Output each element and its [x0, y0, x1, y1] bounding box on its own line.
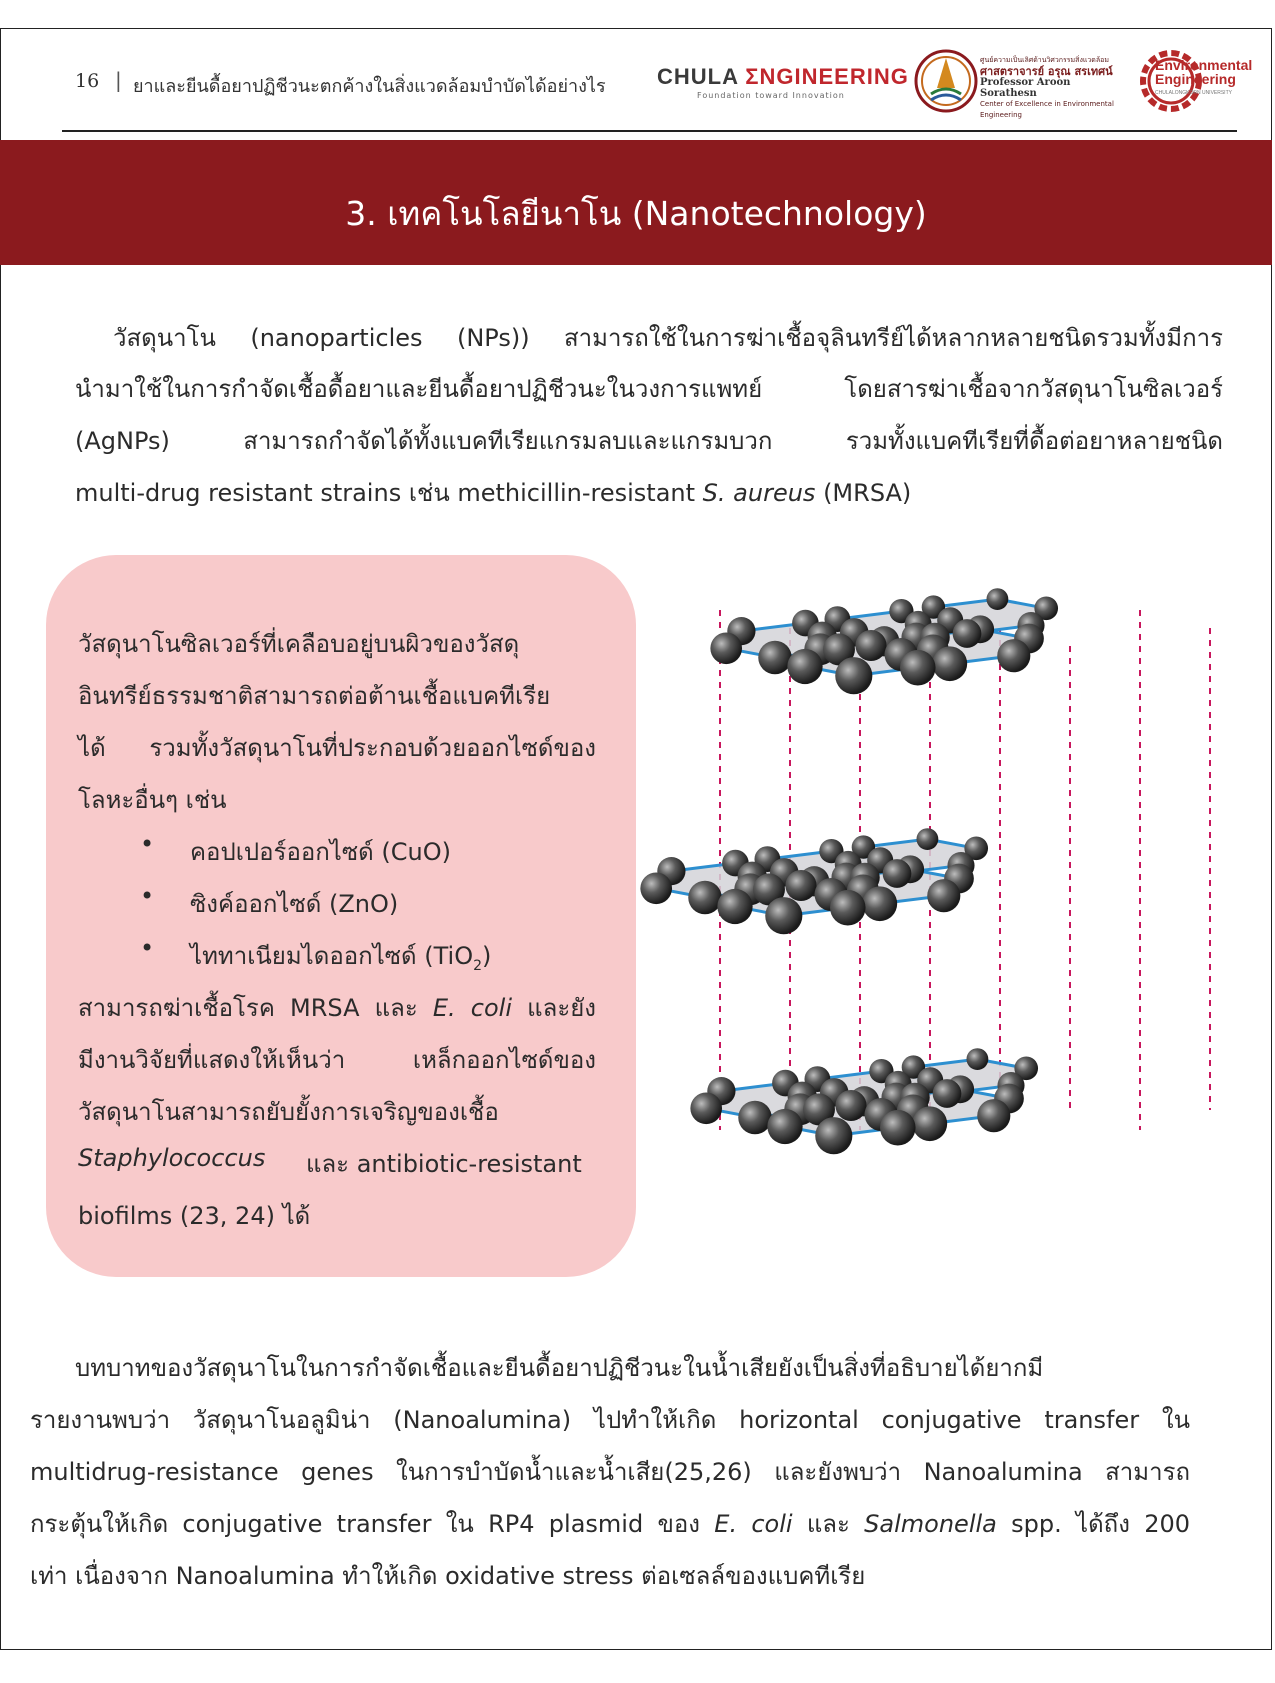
chula-engineering-logo — [657, 64, 909, 100]
bullet-icon: • — [140, 882, 155, 910]
atom-sphere — [855, 630, 886, 661]
atom-sphere — [862, 886, 897, 921]
atom-sphere — [688, 881, 722, 915]
running-title: ยาและยีนดื้อยาปฏิชีวนะตกค้างในสิ่งแวดล้อมบำบัดได้อย่างไร — [133, 76, 606, 97]
callout-line-9: biofilms (23, 24) ได้ — [78, 1202, 311, 1230]
center-logo-line4: Center of Excellence in Environmental Engineering — [980, 100, 1114, 119]
closing-line-4a: กระตุ้นให้เกิด conjugative transfer ใน RP4 plasmid ของ — [30, 1510, 715, 1538]
page-header — [75, 56, 1253, 122]
closing-line-4c: และ — [792, 1510, 865, 1538]
atom-sphere — [880, 1110, 916, 1146]
atom-sphere — [927, 879, 960, 912]
callout-line-3: ได้ รวมทั้งวัสดุนาโนที่ประกอบด้วยออกไซด์ของ — [78, 734, 596, 762]
graphene-sheet — [710, 588, 1058, 694]
bullet-item-zno: ซิงค์ออกไซด์ (ZnO) — [190, 890, 399, 918]
atom-sphere — [640, 872, 672, 904]
chula-logo-tagline: Foundation toward Innovation — [697, 91, 845, 100]
page-number: 16 — [75, 70, 100, 92]
bullet-item-tio2 — [190, 936, 491, 975]
center-logo-line2: ศาสตราจารย์ อรุณ สรเทศน์ — [980, 65, 1113, 78]
atom-sphere — [916, 828, 938, 850]
intro-line-4 — [75, 473, 911, 512]
intro-line-4a: multi-drug resistant strains เช่น methicillin-resistant — [75, 479, 703, 507]
closing-line-3: multidrug-resistance genes ในการบำบัดน้ำและน้ำเสีย(25,26) และยังพบว่า Nanoalumina สามารถ — [30, 1458, 1190, 1486]
intro-line-1: วัสดุนาโน (nanoparticles (NPs)) สามารถใช้ในการฆ่าเชื้อจุลินทรีย์ได้หลากหลายชนิดรวมทั้งมีการ — [113, 324, 1223, 352]
callout-line-8a — [78, 1144, 265, 1172]
section-title: 3. เทคโนโลยีนาโน (Nanotechnology) — [345, 194, 927, 233]
atom-sphere — [785, 870, 816, 901]
env-logo-line3: CHULALONGKORN UNIVERSITY — [1155, 90, 1232, 96]
environmental-engineering-logo-text — [1155, 58, 1252, 100]
atom-sphere — [900, 650, 936, 686]
callout-line-8b: และ antibiotic-resistant — [306, 1150, 582, 1178]
atom-sphere — [835, 657, 872, 694]
closing-line-1: บทบาทของวัสดุนาโนในการกำจัดเชื้อและยีนดื้อยาปฏิชีวนะในน้ำเสียยังเป็นสิ่งที่อธิบายได้ยากมี — [75, 1354, 1044, 1382]
callout-line-2: อินทรีย์ธรรมชาติสามารถต่อต้านเชื้อแบคทีเรีย — [78, 682, 551, 710]
header-rule — [62, 130, 1237, 132]
env-logo-line1: Environmental — [1155, 57, 1253, 73]
atom-sphere — [830, 890, 866, 926]
bullet-tio2-subscript: 2 — [473, 957, 483, 974]
intro-line-2: นำมาใช้ในการกำจัดเชื้อดื้อยาและยีนดื้อยาปฏิชีวนะในวงการแพทย์ โดยสารฆ่าเชื้อจากวัสดุนาโนซิลเวอร์ — [75, 375, 1223, 403]
callout-line-6: มีงานวิจัยที่แสดงให้เห็นว่า เหล็กออกไซด์ของ — [78, 1046, 596, 1074]
atom-sphere — [883, 859, 912, 888]
atom-sphere — [966, 1048, 988, 1070]
atom-sphere — [765, 897, 802, 934]
atom-sphere — [912, 1106, 947, 1141]
env-logo-line2: Engineering — [1155, 71, 1236, 87]
bullet-icon: • — [140, 934, 155, 962]
atom-sphere — [710, 632, 742, 664]
atom-sphere — [933, 1079, 962, 1108]
atom-sphere — [986, 588, 1008, 610]
bullet-item-cuo: คอปเปอร์ออกไซด์ (CuO) — [190, 838, 451, 866]
intro-line-3: (AgNPs) สามารถกำจัดได้ทั้งแบคทีเรียแกรมลบและแกรมบวก รวมทั้งแบคทีเรียที่ดื้อต่อยาหลายชนิด — [75, 427, 1223, 455]
atom-sphere — [835, 1090, 866, 1121]
bullet-icon: • — [140, 830, 155, 858]
closing-line-2: รายงานพบว่า วัสดุนาโนอลูมิน่า (Nanoalumina) ไปทำให้เกิด horizontal conjugative transfer ใน — [30, 1406, 1190, 1434]
callout-line-5 — [78, 988, 596, 1027]
closing-line-4e: spp. ได้ถึง 200 — [996, 1510, 1191, 1538]
chula-logo-part2: ΣNGINEERING — [745, 64, 909, 89]
closing-line-5: เท่า เนื่องจาก Nanoalumina ทำให้เกิด oxidative stress ต่อเซลล์ของแบคทีเรีย — [30, 1562, 866, 1590]
callout-line-5c: และยัง — [512, 994, 597, 1022]
atom-sphere — [977, 1099, 1010, 1132]
center-seal-icon — [913, 48, 979, 114]
callout-line-4: โลหะอื่นๆ เช่น — [78, 786, 227, 814]
bullet-tio2-close: ) — [482, 942, 492, 970]
atom-sphere — [953, 619, 982, 648]
graphene-sheet — [690, 1048, 1038, 1154]
atom-sphere — [767, 1109, 802, 1144]
callout-species-e-coli: E. coli — [432, 994, 513, 1022]
atom-sphere — [717, 889, 752, 924]
callout-line-7: วัสดุนาโนสามารถยับยั้งการเจริญของเชื้อ — [78, 1098, 499, 1126]
closing-species-salmonella: Salmonella — [864, 1510, 997, 1538]
atom-sphere — [997, 639, 1030, 672]
closing-line-4 — [30, 1504, 1190, 1543]
intro-species-s-aureus: S. aureus — [702, 479, 816, 507]
callout-line-5a: สามารถฆ่าเชื้อโรค MRSA และ — [78, 994, 433, 1022]
center-of-excellence-logo — [980, 55, 1128, 121]
bullet-tio2-text: ไททาเนียมไดออกไซด์ (TiO — [190, 942, 474, 970]
chula-logo-part1: CHULA — [657, 64, 746, 89]
atom-sphere — [758, 641, 792, 675]
layered-nanostructure-diagram — [640, 570, 1272, 1260]
graphene-sheet — [640, 828, 988, 934]
atom-sphere — [738, 1101, 772, 1135]
header-separator: | — [115, 68, 122, 92]
atom-sphere — [815, 1117, 852, 1154]
atom-sphere — [932, 646, 967, 681]
callout-line-1: วัสดุนาโนซิลเวอร์ที่เคลือบอยู่บนผิวของวัสดุ — [78, 630, 520, 658]
center-logo-line3: Professor Aroon Sorathesn — [980, 77, 1071, 99]
center-logo-line1: ศูนย์ความเป็นเลิศด้านวิศวกรรมสิ่งแวดล้อม — [980, 56, 1109, 64]
atom-sphere — [787, 649, 822, 684]
closing-species-e-coli: E. coli — [714, 1510, 793, 1538]
callout-species-staphylococcus: Staphylococcus — [78, 1144, 266, 1172]
intro-line-4c: (MRSA) — [815, 479, 912, 507]
atom-sphere — [690, 1092, 722, 1124]
